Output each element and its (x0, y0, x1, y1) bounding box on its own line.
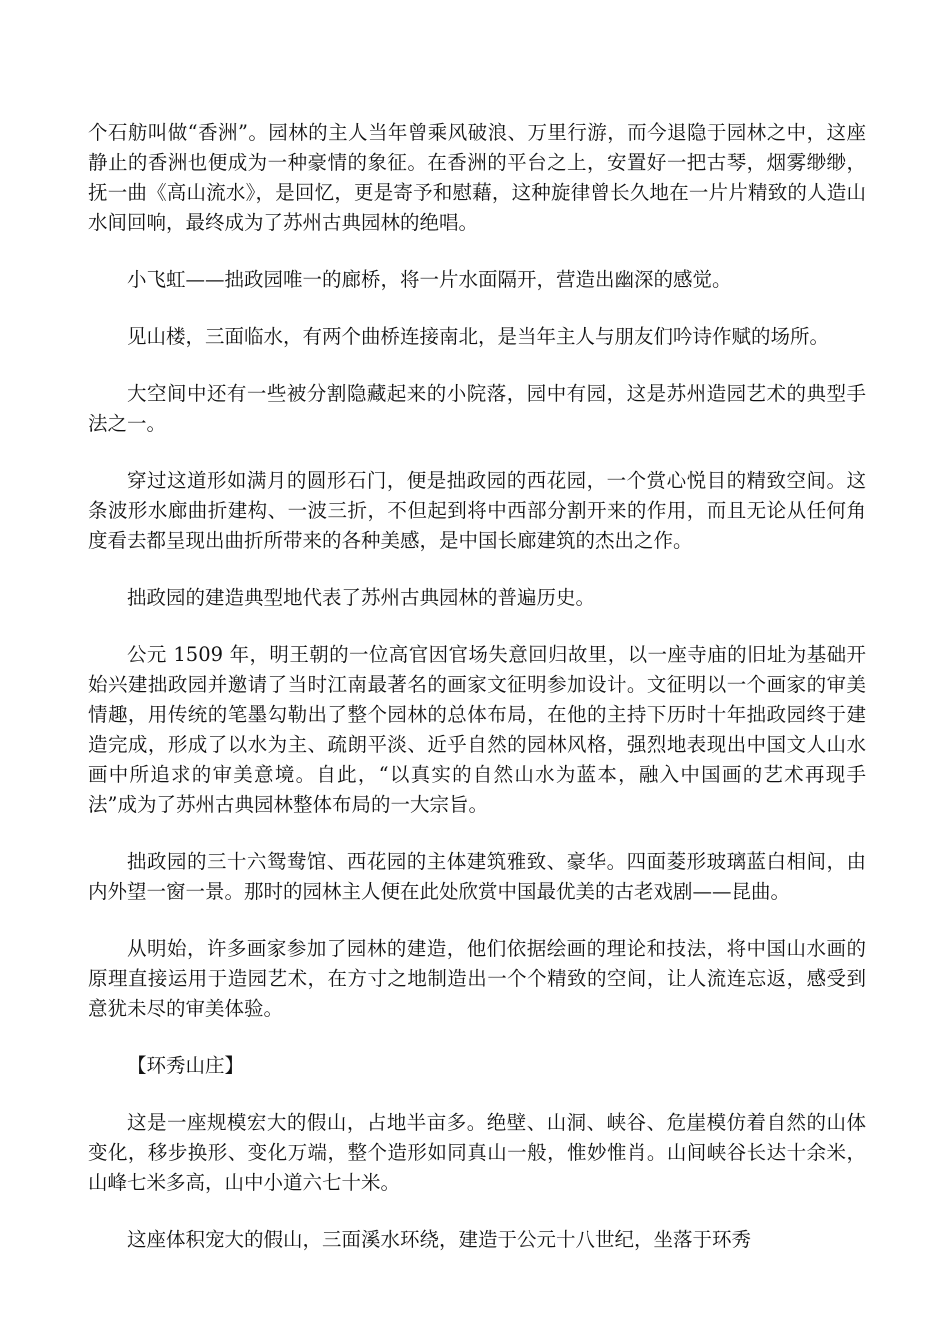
paragraph-history-intro: 拙政园的建造典型地代表了苏州古典园林的普遍历史。 (127, 586, 596, 609)
section-title-huanxiu: 【环秀山庄】 (127, 1054, 245, 1077)
paragraph-rockery-location: 这座体积宠大的假山，三面溪水环绕，建造于公元十八世纪，坐落于环秀 (127, 1228, 752, 1251)
paragraph-history-1509: 公元 1509 年，明王朝的一位高官因官场失意回归故里，以一座寺庙的旧址为基础开始兴建拙政园并邀请了当时江南最著名的画家文征明参加设计。文征明以一个画家的审美情趣，用传统的笔墨勾勒出了整个园林的总体布局，在他的主持下历时十年拙政园终于建造完成，形成了以水为主、疏朗平淡、近乎自然的园林风格，强烈地表现出中国文人山水画中所追求的审美意境。自此，“以真实的自然山水为蓝本，融入中国画的艺术再现手法”成为了苏州古典园林整体布局的一大宗旨。 (88, 643, 866, 816)
paragraph-painters: 从明始，许多画家参加了园林的建造，他们依据绘画的理论和技法，将中国山水画的原理直接运用于造园艺术，在方寸之地制造出一个个精致的空间，让人流连忘返，感受到意犹未尽的审美体验。 (88, 937, 866, 1020)
paragraph-moon-gate: 穿过这道形如满月的圆形石门，便是拙政园的西花园，一个赏心悦目的精致空间。这条波形水廊曲折建构、一波三折，不但起到将中西部分割开来的作用，而且无论从任何角度看去都呈现出曲折所带来的各种美感，是中国长廊建筑的杰出之作。 (88, 469, 866, 552)
paragraph-rockery: 这是一座规模宏大的假山，占地半亩多。绝壁、山洞、峡谷、危崖模仿着自然的山体变化，移步换形、变化万端，整个造形如同真山一般，惟妙惟肖。山间峡谷长达十余米，山峰七米多高，山中小道六七十米。 (88, 1111, 866, 1194)
paragraph-courtyards: 大空间中还有一些被分割隐藏起来的小院落，园中有园，这是苏州造园艺术的典型手法之一。 (88, 382, 866, 435)
paragraph-xiangzhou: 个石舫叫做“香洲”。园林的主人当年曾乘风破浪、万里行游，而今退隐于园林之中，这座静止的香洲也便成为一种豪情的象征。在香洲的平台之上，安置好一把古琴，烟雾缈缈，抚一曲《高山流水》，是回忆，更是寄予和慰藉，这种旋律曾长久地在一片片精致的人造山水间回响，最终成为了苏州古典园林的绝唱。 (88, 121, 866, 234)
paragraph-mandarin-duck-hall: 拙政园的三十六鸳鸯馆、西花园的主体建筑雅致、豪华。四面菱形玻璃蓝白相间，由内外望一窗一景。那时的园林主人便在此处欣赏中国最优美的古老戏剧——昆曲。 (88, 850, 866, 903)
document-page (88, 118, 866, 1282)
paragraph-xiaofeihong: 小飞虹——拙政园唯一的廊桥，将一片水面隔开，营造出幽深的感觉。 (127, 268, 732, 291)
paragraph-jianshanlou: 见山楼，三面临水，有两个曲桥连接南北，是当年主人与朋友们吟诗作赋的场所。 (127, 325, 830, 348)
